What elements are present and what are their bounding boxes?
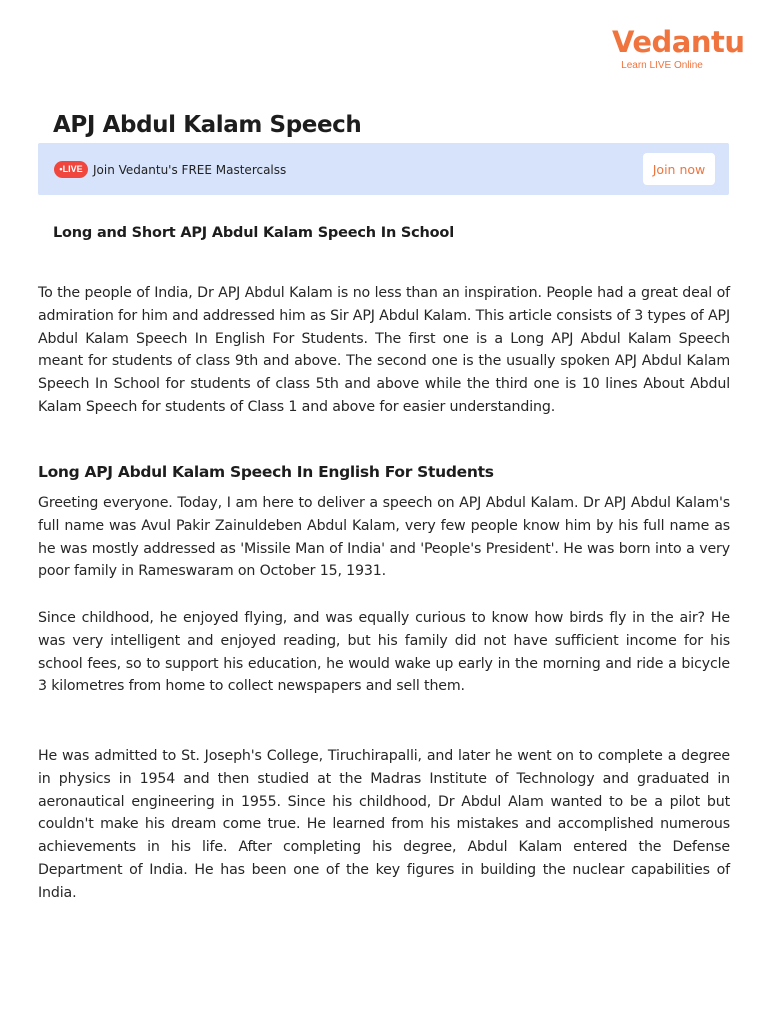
logo-wordmark: Vedantu: [612, 25, 745, 59]
live-badge: •LIVE: [54, 161, 88, 178]
banner-text: Join Vedantu's FREE Mastercalss: [93, 163, 287, 177]
logo-tagline: Learn LIVE Online: [621, 60, 703, 71]
speech-paragraph: Since childhood, he enjoyed flying, and was equally curious to know how birds fly in the air? He was very intelligent and enjoyed reading, but his family did not have sufficient income for his school fees, so to support his education, he would wake up early in the morning and ride a bicycle 3 kilometres from home to collect newspapers and sell them.: [38, 610, 730, 695]
vedantu-logo[interactable]: [612, 25, 745, 71]
section-heading: Long APJ Abdul Kalam Speech In English For Students: [38, 463, 494, 481]
speech-paragraph: He was admitted to St. Joseph's College, Tiruchirapalli, and later he went on to complete a degree in physics in 1954 and then studied at the Madras Institute of Technology and graduated in aeronautical engineering in 1955. Since his childhood, Dr Abdul Alam wanted to be a pilot but couldn't make his dream come true. He learned from his mistakes and accomplished numerous achievements in his life. After completing his degree, Abdul Kalam entered the Defense Department of India. He has been one of the key figures in building the nuclear capabilities of India.: [38, 748, 730, 901]
page-title: APJ Abdul Kalam Speech: [53, 112, 362, 138]
join-now-button[interactable]: Join now: [643, 153, 715, 185]
article-subtitle: Long and Short APJ Abdul Kalam Speech In School: [53, 225, 454, 241]
intro-paragraph: To the people of India, Dr APJ Abdul Kalam is no less than an inspiration. People had a great deal of admiration for him and addressed him as Sir APJ Abdul Kalam. This article consists of 3 types of APJ Abdul Kalam Speech In English For Students. The first one is a Long APJ Abdul Kalam Speech meant for students of class 9th and above. The second one is the usually spoken APJ Abdul Kalam Speech In School for students of class 5th and above while the third one is 10 lines About Abdul Kalam Speech for students of Class 1 and above for easier understanding.: [38, 285, 730, 415]
speech-paragraph: Greeting everyone. Today, I am here to deliver a speech on APJ Abdul Kalam. Dr APJ Abdul Kalam's full name was Avul Pakir Zainuldeben Abdul Kalam, very few people know him by his full name as he was mostly addressed as 'Missile Man of India' and 'People's President'. He was born into a very poor family in Rameswaram on October 15, 1931.: [38, 495, 730, 580]
